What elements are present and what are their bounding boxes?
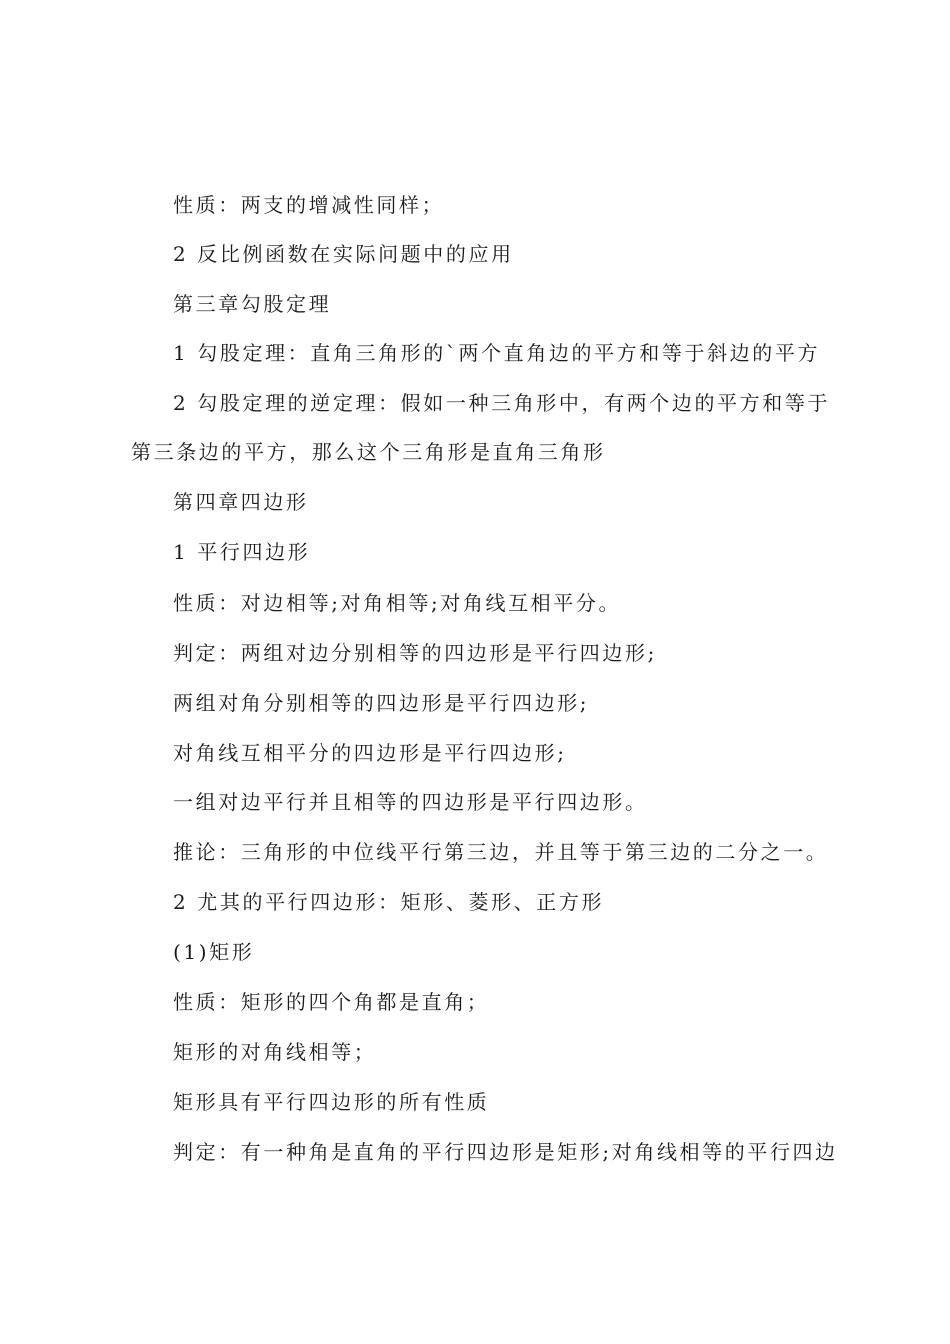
text-line: 2 勾股定理的逆定理：假如一种三角形中，有两个边的平方和等于 [173,391,831,415]
text-line: 性质：对边相等;对角相等;对角线互相平分。 [173,591,622,615]
text-line: 对角线互相平分的四边形是平行四边形; [173,741,567,765]
text-line: 性质：两支的增减性同样； [173,193,445,217]
text-line: 判定：有一种角是直角的平行四边形是矩形;对角线相等的平行四边 [173,1140,838,1164]
text-line: 一组对边平行并且相等的四边形是平行四边形。 [173,790,648,814]
text-line: 推论：三角形的中位线平行第三边，并且等于第三边的二分之一。 [173,840,829,864]
text-line: 矩形具有平行四边形的所有性质 [173,1090,490,1114]
text-line: 第三条边的平方，那么这个三角形是直角三角形 [131,440,606,464]
text-line: 1 勾股定理：直角三角形的`两个直角边的平方和等于斜边的平方 [173,341,821,365]
chapter-heading: 第三章勾股定理 [173,292,332,316]
text-line: 性质：矩形的四个角都是直角； [173,990,490,1014]
text-line: 判定：两组对边分别相等的四边形是平行四边形; [173,641,657,665]
section-heading: 2 尤其的平行四边形：矩形、菱形、正方形 [173,890,605,914]
text-line: 矩形的对角线相等； [173,1040,377,1064]
text-line: 2 反比例函数在实际问题中的应用 [173,242,514,266]
section-heading: 1 平行四边形 [173,540,311,564]
chapter-heading: 第四章四边形 [173,490,309,514]
text-line: 两组对角分别相等的四边形是平行四边形; [173,691,590,715]
subsection-heading: (1)矩形 [173,940,255,964]
